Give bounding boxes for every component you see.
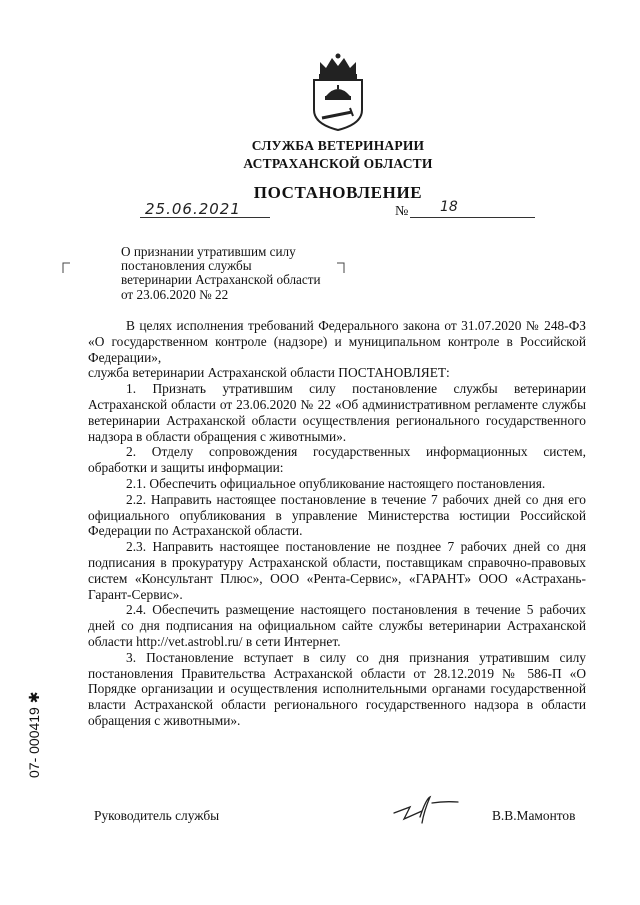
paragraph-2-4: 2.4. Обеспечить размещение настоящего постановления в течение 5 рабочих дней со дня подписания на официальном сайте службы ветеринарии Астраханской области http://vet.astrobl.ru/ в сети Интернет. [88,602,586,649]
paragraph-2-2: 2.2. Направить настоящее постановление в течение 7 рабочих дней со дня его официального опубликования в управление Министерства юстиции Российской Федерации по Астраханской области. [88,491,586,539]
organization-name-line1: СЛУЖБА ВЕТЕРИНАРИИ [251,138,425,153]
signatory-position: Руководитель службы [94,808,220,823]
document-type-title: ПОСТАНОВЛЕНИЕ [253,183,423,202]
preamble-paragraph: В целях исполнения требований Федерального закона от 31.07.2020 № 248-ФЗ «О государственном контроле (надзоре) и муниципальном контроле в Российской Федерации», [88,318,586,365]
registration-stamp-text: 07- 000419 ✱ [26,691,42,778]
paragraph-2: 2. Отделу сопровождения государственных информационных систем, обработки и защиты информации: [88,444,586,476]
paragraph-1: 1. Признать утратившим силу постановление службы ветеринарии Астраханской области от 23.06.2020 № 22 «Об административном регламенте службы ветеринарии Астраханской области осуществления регионального государственного надзора в области обращения с животными». [88,381,586,444]
document-subject: О признании утратившим силу постановления службы ветеринарии Астраханской области от 23.06.2020 № 22 [121,244,321,302]
paragraph-3: 3. Постановление вступает в силу со дня признания утратившим силу постановления Правительства Астраханской области от 28.12.2019 № 586-П «О Порядке организации и осуществления исполнительными органами государственной власти Астраханской области регионального государственного надзора в области обращения с животными». [88,649,586,728]
document-date: 25.06.2021 [145,200,241,218]
signatory-name: В.В.Мамонтов [492,808,576,823]
paragraph-2-3: 2.3. Направить настоящее постановление не позднее 7 рабочих дней со дня подписания в прокуратуру Астраханской области, поставщикам справочно-правовых систем «Консультант Плюс», ООО «Рента-Сервис», «ГАРАНТ» ООО «Астрахань-Гарант-Сервис». [88,539,586,602]
astrakhan-coat-of-arms-emblem [306,52,370,132]
handwritten-signature [392,793,472,829]
paragraph-2-1: 2.1. Обеспечить официальное опубликование настоящего постановления. [126,475,546,491]
organization-name-line2: АСТРАХАНСКОЙ ОБЛАСТИ [243,156,433,171]
document-body [88,318,586,729]
document-number: 18 [440,199,458,215]
corner-mark-left [62,262,72,274]
decree-line: служба ветеринарии Астраханской области ПОСТАНОВЛЯЕТ: [88,365,450,381]
number-underline [410,217,535,218]
date-underline [140,217,270,218]
registration-stamp [14,650,54,780]
document-number-label: № [395,204,409,219]
corner-mark-right [336,262,346,274]
